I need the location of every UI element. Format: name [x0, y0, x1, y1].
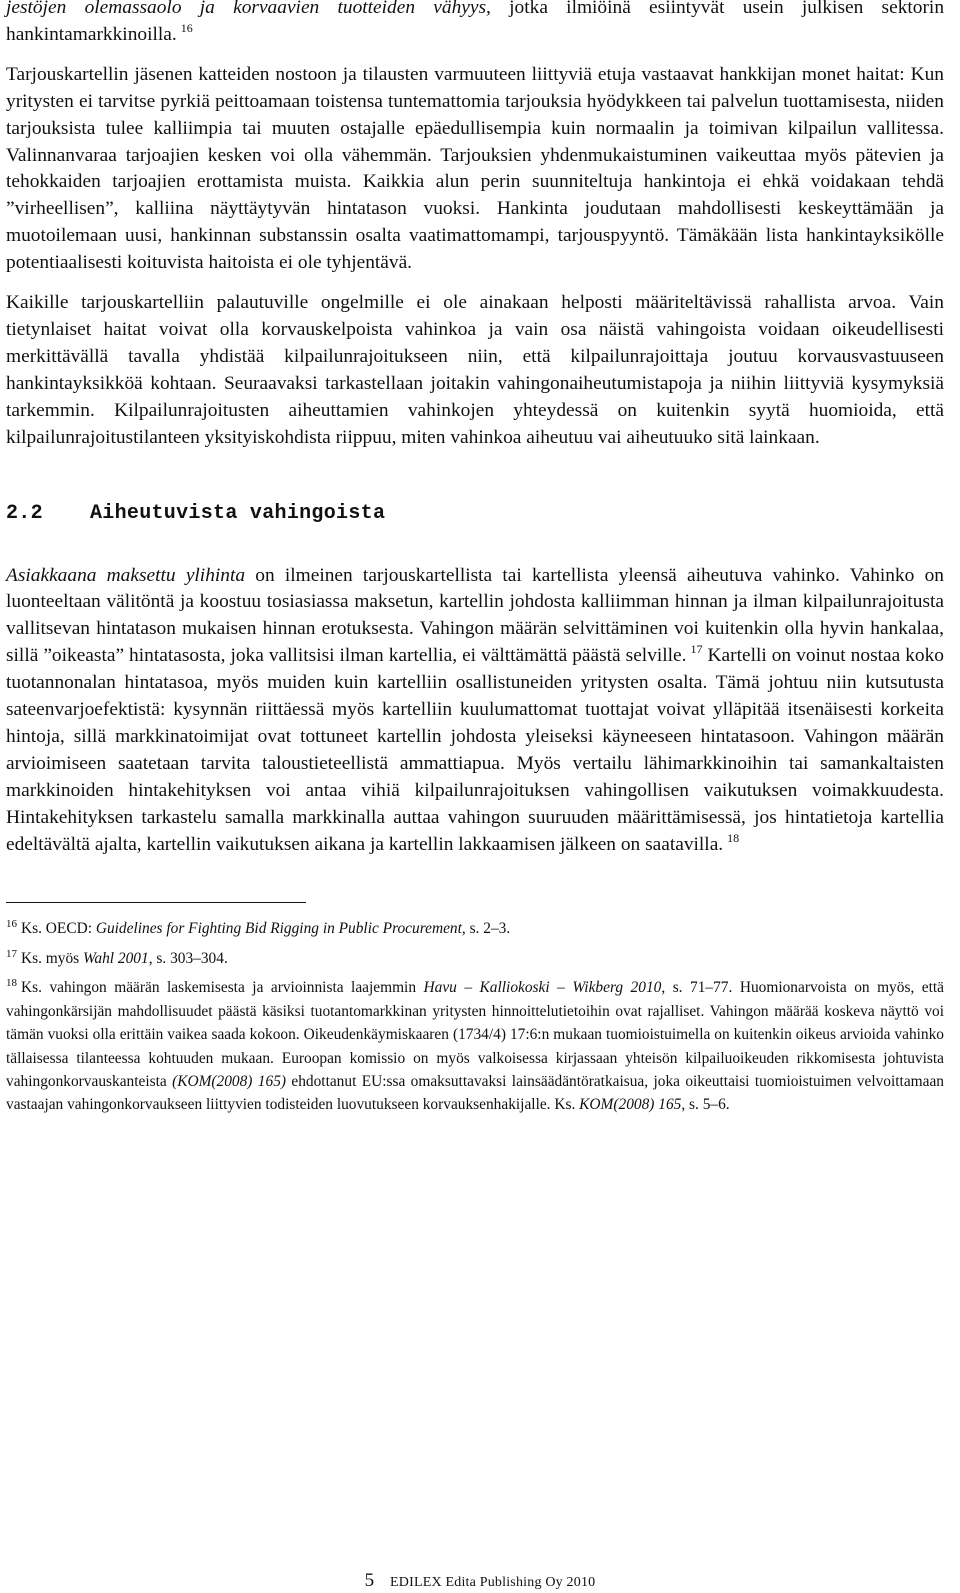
- paragraph-continuation: [6, 0, 944, 49]
- footnote-text: Ks. myös: [21, 949, 83, 967]
- paragraph-text: jotka ilmiöinä esiintyvät usein julkisen sektorin hankintamarkkinoilla.: [6, 0, 945, 45]
- footnote-number: 16: [6, 918, 17, 931]
- section-title: Aiheutuvista vahingoista: [90, 501, 386, 525]
- page-number: 5: [364, 1570, 375, 1591]
- publisher-imprint: Edita Publishing Oy 2010: [445, 1575, 596, 1590]
- footnote-number: 17: [6, 947, 17, 960]
- footnote-text: Ks. OECD:: [21, 920, 96, 938]
- footnote-text: ehdottanut EU:ssa omaksuttavaksi lainsäädäntöratkaisua, joka oikeuttaisi tuomioistuimen velvoittamaan vastaajan vahingonkorvaukseen liittyvien todisteiden luovutukseen korvauksenhakijalle. Ks.: [6, 1072, 944, 1114]
- footnote-text: , s. 2–3.: [461, 920, 511, 938]
- page-footer: [0, 1570, 960, 1592]
- footnote-18: [6, 976, 944, 1116]
- footnote-text: , s. 5–6.: [681, 1096, 730, 1114]
- document-page: [6, 0, 944, 1123]
- footnote-number: 18: [6, 977, 17, 990]
- italic-phrase: Asiakkaana maksettu ylihinta: [6, 564, 246, 586]
- paragraph-overcharge: [6, 563, 944, 859]
- italic-phrase: jestöjen olemassaolo ja korvaavien tuotteiden vähyys,: [6, 0, 491, 18]
- paragraph-damage-value: Kaikille tarjouskartelliin palautuville ongelmille ei ole ainakaan helposti määriteltävissä rahallista arvoa. Vain tietynlaiset haitat voivat olla korvauskelpoista vahinkoa ja vain osa näistä vahingoista voidaan oikeudellisesti merkittävällä tavalla yhdistää kilpailunrajoitukseen niin, että kilpailunrajoittaja joutuu korvausvastuuseen hankintayksikköä kohtaan. Seuraavaksi tarkastellaan joitakin vahingonaiheutumistapoja ja niihin liittyviä kysymyksiä tarkemmin. Kilpailunrajoitusten aiheuttamien vahinkojen yhteydessä on kuitenkin syytä huomioida, että kilpailunrajoitustilanteen yksityiskohdista riippuu, miten vahinkoa aiheutuu vai aiheutuuko sitä lainkaan.: [6, 292, 944, 448]
- footnote-17: [6, 947, 944, 970]
- footnote-italic: Havu – Kalliokoski – Wikberg 2010: [423, 979, 662, 997]
- footnote-italic: (KOM(2008) 165): [172, 1072, 287, 1090]
- section-heading: [6, 502, 944, 525]
- paragraph-text: on ilmeinen tarjouskartellista tai kartellista yleensä aiheutuva vahinko. Vahinko on luonteeltaan välitöntä ja koostuu tosiasiassa maksetun, kartellin johdosta kalliimman hinnan ja ilman kilpailunrajoitusta vallitsevan hintatason mukaisen hinnan erotuksesta. Vahingon määrän selvittäminen voi kuitenkin olla hyvin hankalaa, sillä ”oikeasta” hintatasosta, joka vallitsisi ilman kartellia, ei välttämättä päästä selville.: [6, 564, 944, 667]
- footnote-text: Ks. vahingon määrän laskemisesta ja arvioinnista laajemmin: [21, 979, 424, 997]
- section-number: 2.2: [6, 501, 43, 525]
- footnote-ref-17[interactable]: 17: [690, 642, 703, 657]
- footnote-ref-16[interactable]: 16: [180, 20, 193, 35]
- footnote-italic: Wahl 2001: [83, 949, 149, 967]
- footnote-ref-18[interactable]: 18: [727, 830, 740, 845]
- footnote-text: , s. 303–304.: [148, 949, 228, 967]
- footnote-italic: KOM(2008) 165: [579, 1096, 682, 1114]
- footnote-italic: Guidelines for Fighting Bid Rigging in Public Procurement: [95, 920, 462, 938]
- publisher-logo: EDILEX: [390, 1575, 442, 1590]
- paragraph-text: Kartelli on voinut nostaa koko tuotannonalan hintatasoa, myös muiden kuin kartelliin osallistuneiden yritysten osalta. Tämä johtuu niin kutsutusta sateenvarjoefektistä: kysynnän riittäessä myös kartelliin kuulumattomat tuottajat voivat ylläpitää itsenäisesti korkeita hintoja, sillä markkinatoimijat ovat tottuneet kartellin johdosta yleiseksi käyneeseen hintatasoon. Vahingon määrän arvioimiseen saatetaan tarvita taloustieteellistä ammattiapua. Myös vertailu lähimarkkinoihin tai samankaltaisten markkinoiden hintakehityksen voi antaa vihiä kilpailunrajoituksen vahingollisen vaikutuksen voimakkuudesta. Hintakehityksen tarkastelu samalla markkinalla auttaa vahingon suuruuden määrittämisessä, jos hintatietoja kartellia edeltävältä ajalta, kartellin vaikutuksen aikana ja kartellin lakkaamisen jälkeen on saatavilla.: [6, 645, 944, 855]
- footnote-text: , s. 71–77. Huomionarvoista on myös, että vahingonkärsijän mahdollisuudet päästä käsiksi tuotantomarkkinan yritysten hinnoittelutietoihin ovat rajalliset. Vahingon määrää koskeva näyttö voi tämän vuoksi olla erittäin vaikea saada kokoon. Oikeudenkäymiskaaren (1734/4) 17:6:n mukaan tuomioistuimella on kuitenkin oikeus arvioida vahinko tällaisessa tilanteessa kohtuuden mukaan. Euroopan komissio on myös valkoisessa kirjassaan yhteisön kilpailuoikeuden rikkomisesta johtuvista vahingonkorvauskanteista: [6, 979, 945, 1090]
- footnote-16: [6, 917, 944, 940]
- paragraph-cartel-drawbacks: Tarjouskartellin jäsenen katteiden nostoon ja tilausten varmuuteen liittyviä etuja vastaavat hankkijan monet haitat: Kun yritysten ei tarvitse pyrkiä peittoamaan toistensa tuntemattomia tarjouksia hyödykkeen tai palvelun tuottamisesta, niiden tarjouksista tulee kalliimpia tai muuten ostajalle epäedullisempia kuin normaalin ja toimivan kilpailun vallitessa. Valinnanvaraa tarjoajien kesken voi olla vähemmän. Tarjouksien yhdenmukaistuminen vaikeuttaa myös pätevien ja tehokkaiden tarjoajien erottamista muista. Kaikkia alun perin suunniteltuja hankintoja ei ehkä voidakaan tehdä ”virheellisen”, kalliina näyttäytyvän hintatason vuoksi. Hankinta joudutaan mahdollisesti keskeyttämään ja muotoilemaan uusi, hankinnan substanssin osalta vaatimattomampi, tarjouspyyntö. Tämäkään lista hankintayksikölle potentiaalisesti koituvista haitoista ei ole tyhjentävä.: [6, 63, 944, 274]
- footnote-separator: [6, 902, 306, 903]
